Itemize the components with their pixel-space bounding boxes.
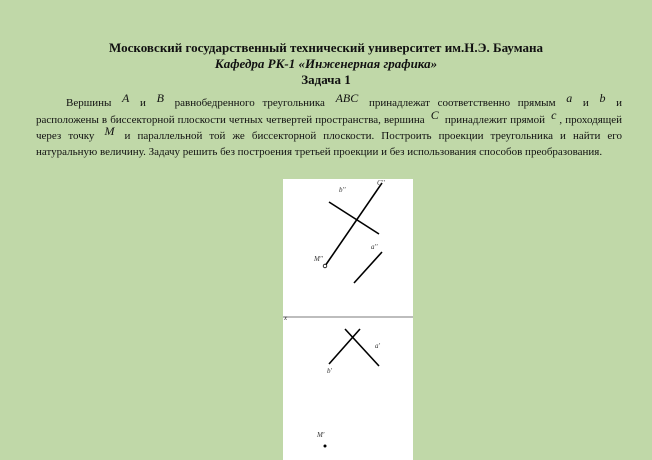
text-segment: и параллельной той же биссекторной плоскости. Построить проекции треугольника и найти его натуральную величину. Задачу решить без построения третьей проекции и без использования способов преобразования.	[36, 130, 622, 158]
point-M-horizontal	[324, 445, 327, 448]
university-title: Московский государственный технический университет им.Н.Э. Баумана	[109, 40, 543, 55]
drawing-canvas	[283, 179, 413, 460]
variable-ABC: ABC	[335, 91, 359, 105]
label-x-axis: x	[284, 314, 288, 322]
line-b-horizontal	[329, 329, 360, 364]
label-M-frontal: M''	[314, 255, 323, 263]
document-header	[0, 40, 652, 88]
text-segment: принадлежат соответственно прямым	[368, 97, 556, 109]
projection-drawing	[283, 179, 413, 460]
variable-C: C	[430, 107, 439, 122]
label-b-horizontal: b'	[327, 367, 332, 375]
text-segment: , проходящей через точку	[36, 113, 623, 142]
label-c-frontal: C''	[377, 179, 385, 187]
variable-c: c	[551, 107, 557, 122]
label-M-horizontal: M'	[317, 431, 325, 439]
text-segment: и расположены в биссекторной плоскости четных четвертей пространства, вершина	[36, 97, 622, 126]
line-b-frontal	[329, 202, 379, 234]
task-statement	[36, 91, 623, 160]
department-title: Кафедра РК-1 «Инженерная графика»	[214, 56, 438, 71]
line-a-frontal	[354, 252, 382, 283]
label-a-frontal: a''	[371, 243, 378, 251]
task-title: Задача 1	[301, 72, 351, 87]
line-c-frontal	[325, 183, 382, 266]
text-segment: принадлежит прямой	[444, 113, 545, 126]
point-M-frontal	[323, 264, 327, 268]
label-b-frontal: b''	[339, 186, 346, 194]
line-a-horizontal	[345, 329, 379, 366]
variable-A: A	[122, 91, 130, 105]
text-segment: и	[140, 97, 146, 109]
text-segment: равнобедренного треугольника	[174, 97, 325, 109]
text-segment: и	[582, 97, 589, 109]
label-a-horizontal: a'	[375, 342, 380, 350]
variable-B: B	[156, 91, 164, 105]
variable-a: a	[566, 91, 573, 105]
text-segment: Вершины	[66, 97, 112, 109]
variable-b: b	[599, 91, 606, 105]
variable-M: M	[104, 124, 115, 138]
